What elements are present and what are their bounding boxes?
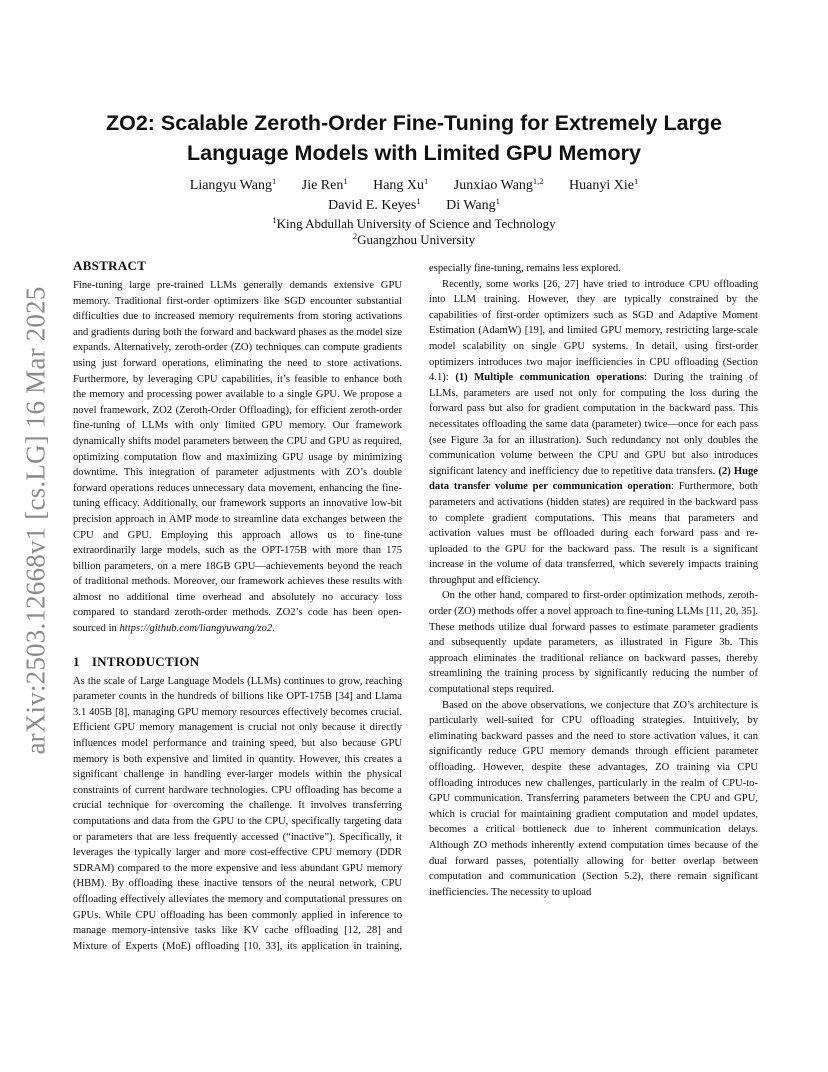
author-name: Huanyi Xie$^1$ (569, 176, 639, 193)
code-link[interactable]: https://github.com/liangyuwang/zo2 (119, 623, 273, 635)
intro-paragraph-1: As the scale of Large Language Models (LLMs) continues to grow, reaching parameter counts in the hundreds of billions like OPT-175B [34] and Llama 3.1 405B [8], managing GPU memory resources effectively becomes crucial. Efficient GPU memory management is crucial not only because it directly influences model performance and training speed, but also because GPU memory is both expensive and limited in quantity. However, this creates a significant challenge in handling ever-larger models within the physical constraints of current hardware technologies. CPU offloading has become a crucial technique for overcoming the challenge. It involves transferring computations and data from the GPU to the CPU, specifically targeting data or parameters that are less frequently accessed (“inactive”). Specifically, it leverages the typically larger and more cost-effective CPU memory (DDR SDRAM) compared to the more expensive and less abundant GPU memory (HBM). By offloading these inactive tensors of the neural network, CPU offloading effectively alleviates the memory and computational pressures on GPUs. While CPU offloading has been commonly applied in inference to manage memory-intensive tasks like KV cache offloading [12, 28] and Mixture of Experts (MoE) offloading [10, 33], its application in training, (73, 675, 402, 952)
intro-paragraph-2: Recently, some works [26, 27] have tried to introduce CPU offloading into LLM training. However, they are typically constrained by the capabilities of first-order optimizers such as SGD and Adaptive Moment Estimation (AdamW) [19], and limited GPU memory, restricting large-scale model scalability on single GPU systems. In detail, using first-order optimizers introduces two major inefficiencies in CPU offloading (Section 4.1): (1) Multiple communication operations: During the training of LLMs, parameters are used not only for computing the loss during the forward pass but also for gradient computation in the backward pass. This necessitates offloading the same data (parameter) twice—once for each pass (see Figure 3a for an illustration). Such redundancy not only doubles the communication volume between the CPU and GPU but also introduces significant latency and inefficiency due to repetitive data transfers. (2) Huge data transfer volume per communication operation: Furthermore, both parameters and activations (hidden states) are required in the backward pass to complete gradient computations. This means that parameters and activation values must be offloaded during each forward pass and re-uploaded to the GPU for the backward pass. The result is a significant increase in the volume of data transferred, which severely impacts training throughput and efficiency. (429, 278, 758, 586)
affiliation-2: $^2$Guangzhou University (352, 231, 476, 247)
affiliation-1: $^1$King Abdullah University of Science and Technology (272, 215, 556, 231)
author-row-1 (60, 176, 768, 196)
author-name: Jie Ren$^1$ (301, 176, 348, 193)
intro-paragraph-3: On the other hand, compared to first-order optimization methods, zeroth-order (ZO) methods offer a novel approach to fine-tuning LLMs [11, 20, 35]. These methods utilize dual forward passes to estimate parameter gradients and subsequently update parameters, as illustrated in Figure 3b. This approach eliminates the traditional reliance on backward passes, thereby streamlining the training process by significantly reducing the number of computational steps required. (429, 590, 758, 696)
abstract-text: Fine-tuning large pre-trained LLMs generally demands extensive GPU memory. Traditional first-order optimizers like SGD encounter substantial difficulties due to increased memory requirements from storing activations and gradients during both the forward and backward phases as the model size expands. Alternatively, zeroth-order (ZO) techniques can compute gradients using just forward operations, eliminating the need to store activations. Furthermore, by leveraging CPU capabilities, it’s feasible to enhance both the memory and processing power available to a single GPU. We propose a novel framework, ZO2 (Zeroth-Order Offloading), for efficient zeroth-order fine-tuning of LLMs with only limited GPU memory. Our framework dynamically shifts model parameters between the CPU and GPU as required, optimizing computation flow and maximizing GPU usage by minimizing downtime. This integration of parameter adjustments with ZO’s double forward operations reduces unnecessary data movement, enhancing the fine-tuning efficacy. Additionally, our framework supports an innovative low-bit precision approach in AMP mode to streamline data exchanges between the CPU and GPU. Employing this approach allows us to fine-tune extraordinarily large models, such as the OPT-175B with more than 175 billion parameters, on a mere 18GB GPU—achievements beyond the reach of traditional methods. Moreover, our framework achieves these results with almost no additional time overhead and absolutely no accuracy loss compared to standard zeroth-order methods. ZO2’s code has been open-sourced in https://github.com/liangyuwang/zo2. (73, 280, 402, 635)
arxiv-identifier-stamp (20, 280, 52, 760)
author-block (60, 176, 768, 248)
abstract-heading: ABSTRACT (73, 258, 147, 273)
intro-paragraph-1-continued: especially fine-tuning, remains less explored. (429, 263, 621, 274)
introduction-heading (73, 654, 402, 670)
left-column (73, 258, 402, 954)
author-name: Junxiao Wang$^{1,2}$ (453, 176, 544, 193)
intro-paragraph-4: Based on the above observations, we conjecture that ZO’s architecture is particularly well-suited for CPU offloading strategies. Intuitively, by eliminating backward passes and the need to store activation values, it can significantly reduce GPU memory demands through efficient parameter offloading. However, despite these advantages, ZO training via CPU offloading introduces new challenges, particularly in the realm of CPU-to-GPU communication. Transferring parameters between the CPU and GPU, which is crucial for maintaining gradient computation and model updates, becomes a critical bottleneck due to inherent communication delays. Although ZO methods inherently extend computation times because of the dual forward passes, potentially allowing for better overlap between computation and communication (Section 5.2), there remain significant inefficiencies. The necessity to upload (429, 699, 758, 898)
right-column (429, 261, 758, 900)
author-name: Di Wang$^1$ (446, 196, 500, 213)
section-title: INTRODUCTION (91, 653, 200, 669)
paper-title: ZO2: Scalable Zeroth-Order Fine-Tuning for Extremely Large Language Models with Limited GPU Memory (105, 111, 723, 165)
arxiv-identifier-text: arXiv:2503.12668v1 [cs.LG] 16 Mar 2025 (20, 285, 51, 755)
author-name: Liangyu Wang$^1$ (189, 176, 277, 193)
author-name: Hang Xu$^1$ (373, 176, 429, 193)
author-name: David E. Keyes$^1$ (328, 196, 421, 213)
author-row-2 (60, 196, 768, 216)
section-number: 1 (73, 653, 80, 669)
